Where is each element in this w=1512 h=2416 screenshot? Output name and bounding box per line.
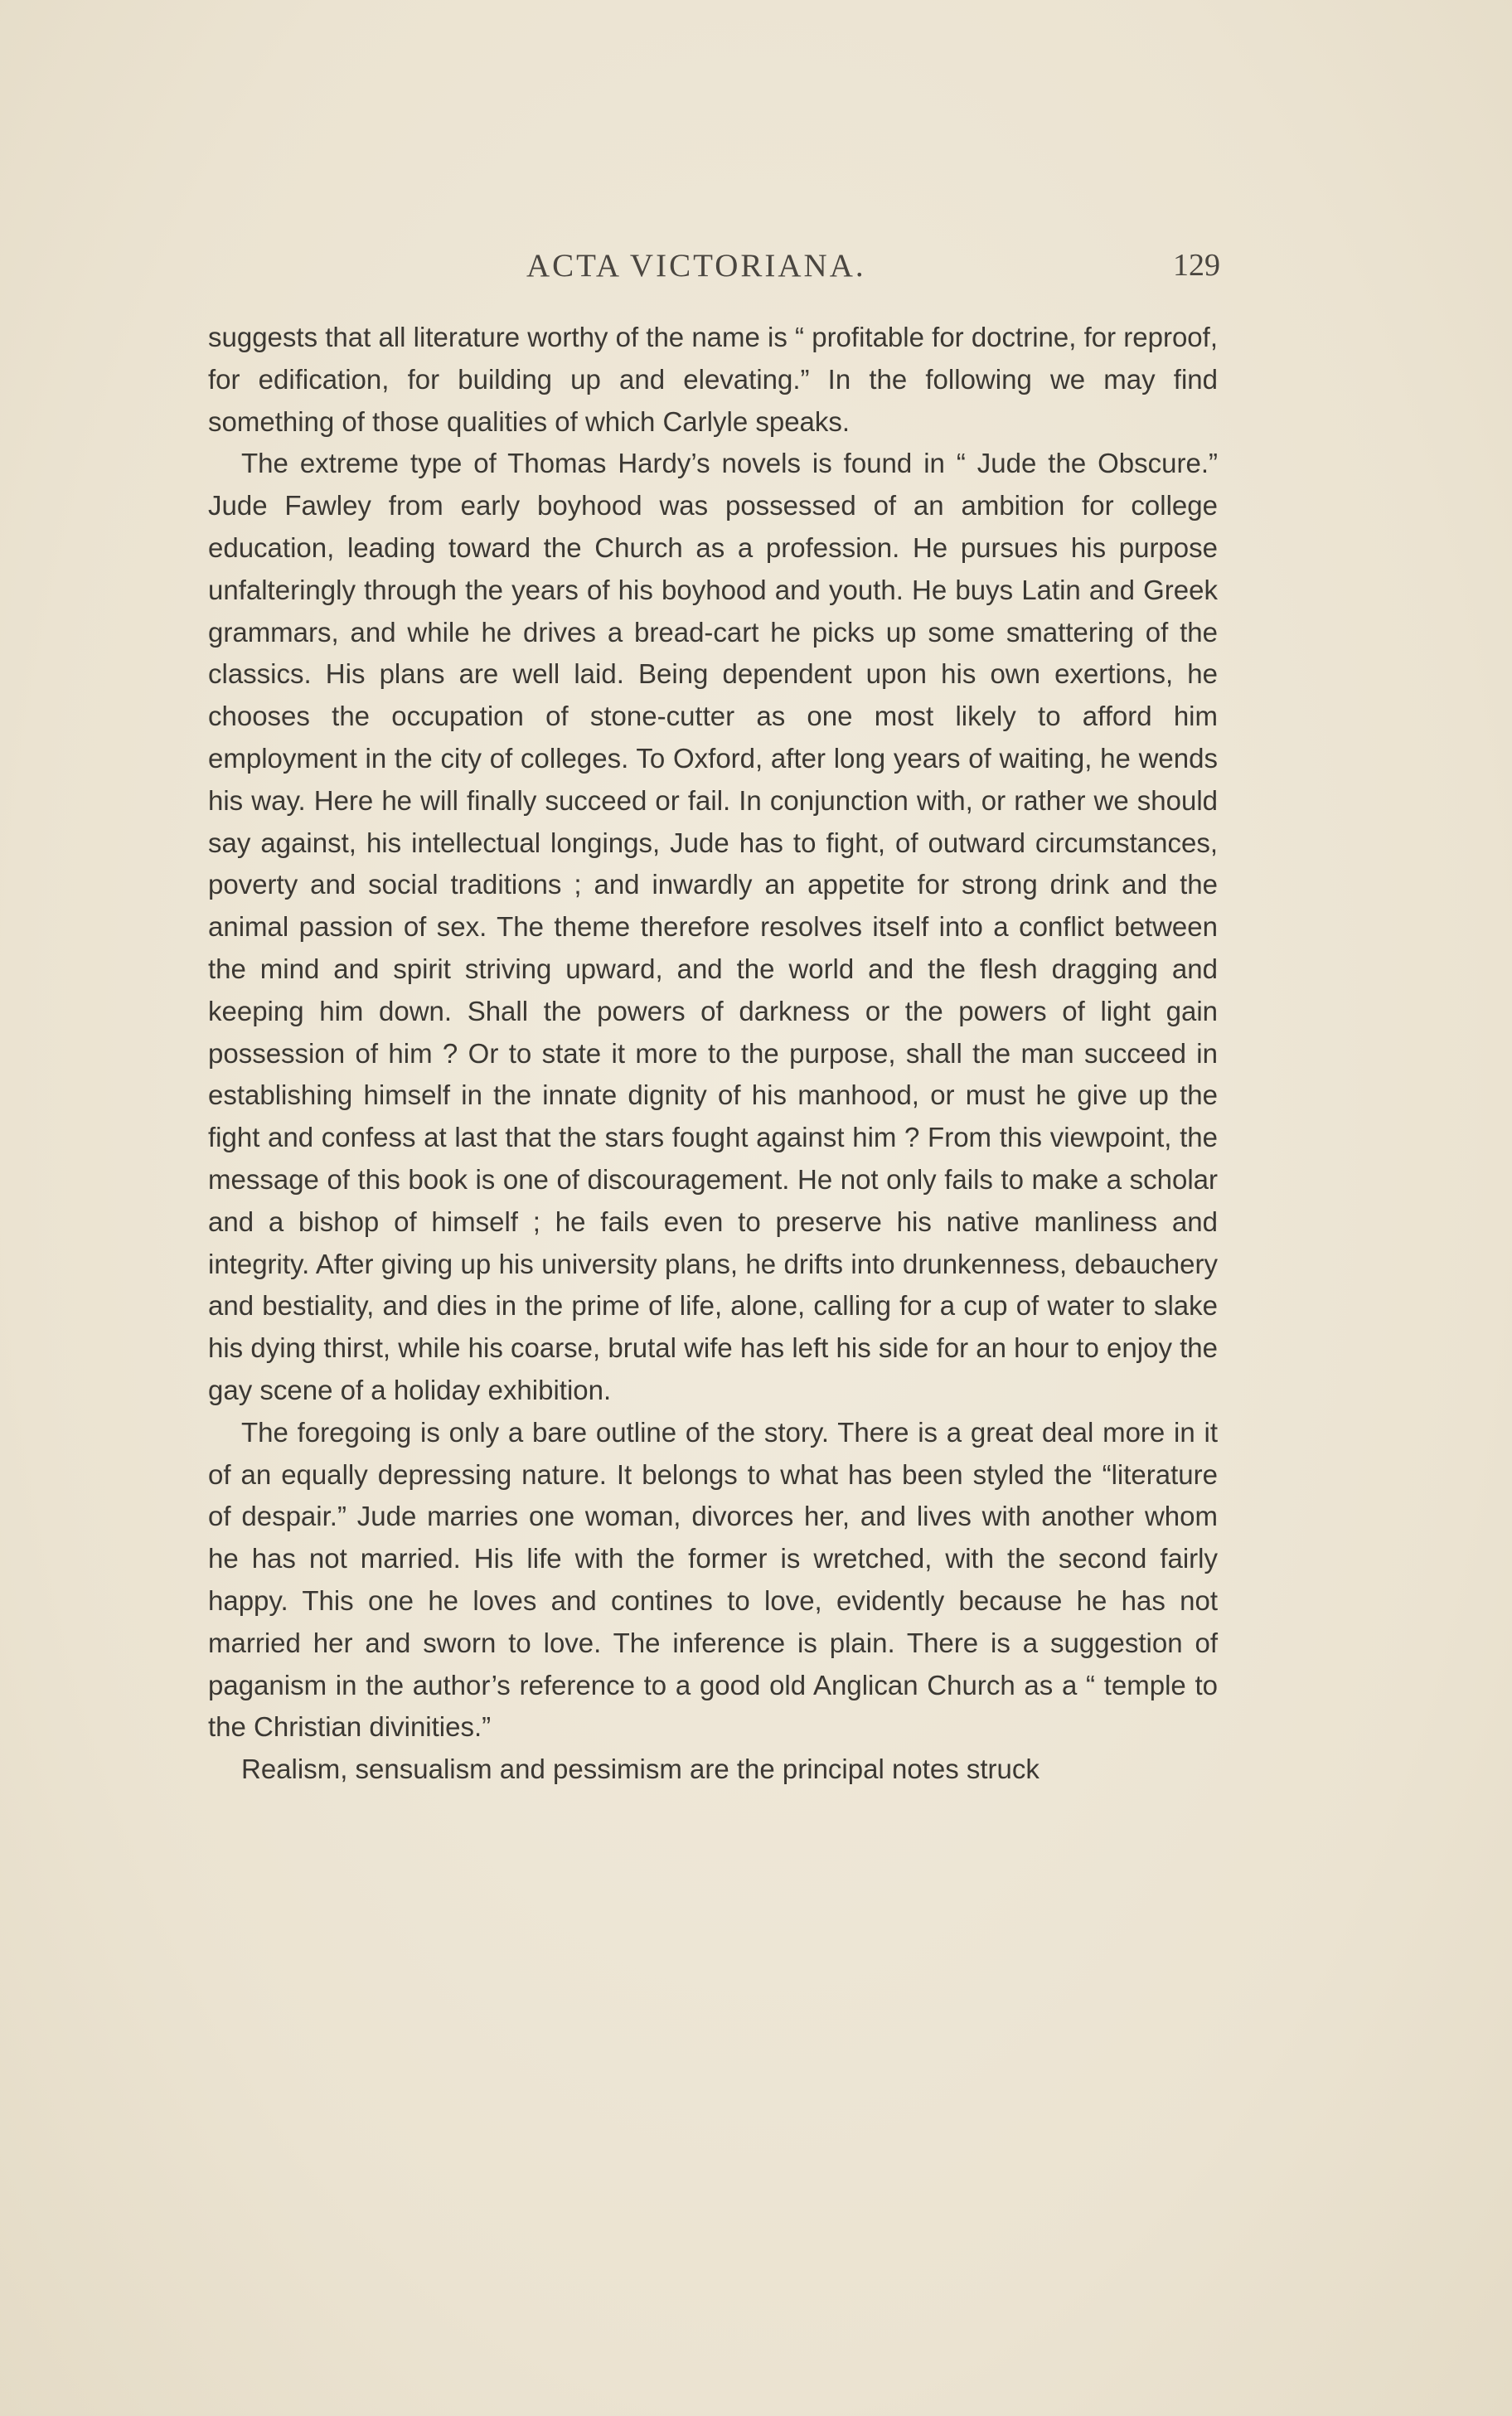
paragraph-foregoing: The foregoing is only a bare outline of the story. There is a great deal more in it of an equally depressing nature. It belongs to what has been styled the “literature of despair.” Jude marries one woman, divorces her, and lives with another whom he has not married. His life with the former is wretched, with the second fairly happy. This one he loves and contines to love, evidently because he has not married her and sworn to love. The inference is plain. There is a suggestion of paganism in the author’s reference to a good old Anglican Church as a “ temple to the Christian divinities.” [208,1416,1218,1743]
body-text [208,317,1218,1791]
running-head: ACTA VICTORIANA. [526,248,866,284]
page-number: 129 [1173,248,1220,283]
paragraph-jude-the-obscure: The extreme type of Thomas Hardy’s novels is found in “ Jude the Obscure.” Jude Fawley from early boyhood was possessed of an ambition for college education, leading toward the Church as a profession. He pursues his purpose unfalteringly through the years of his boyhood and youth. He buys Latin and Greek grammars, and while he drives a bread-cart he picks up some smattering of the classics. His plans are well laid. Being dependent upon his own exertions, he chooses the occupation of stone-cutter as one most likely to afford him employment in the city of colleges. To Oxford, after long years of waiting, he wends his way. Here he will finally succeed or fail. In conjunction with, or rather we should say against, his intellectual longings, Jude has to fight, of outward circumstances, poverty and social traditions ; and inwardly an appetite for strong drink and the animal passion of sex. The theme therefore resolves itself into a conflict between the mind and spirit striving upward, and the world and the flesh dragging and keeping him down. Shall the powers of darkness or the powers of light gain possession of him ? Or to state it more to the purpose, shall the man succeed in establishing himself in the innate dignity of his manhood, or must he give up the fight and confess at last that the stars fought against him ? From this viewpoint, the message of this book is one of discouragement. He not only fails to make a scholar and a bishop of himself ; he fails even to preserve his native manliness and integrity. After giving up his university plans, he drifts into drunkenness, debauchery and bestiality, and dies in the prime of life, alone, calling for a cup of water to slake his dying thirst, while his coarse, brutal wife has left his side for an hour to enjoy the gay scene of a holiday exhibition. [208,448,1218,1405]
page-header [207,247,1219,297]
paragraph-realism: Realism, sensualism and pessimism are the principal notes struck [241,1754,1040,1785]
paragraph-continuation: suggests that all literature worthy of the name is “ profitable for doctrine, for reproof, for edification, for building up and elevating.” In the following we may find something of those qualities of which Carlyle speaks. [208,322,1218,437]
